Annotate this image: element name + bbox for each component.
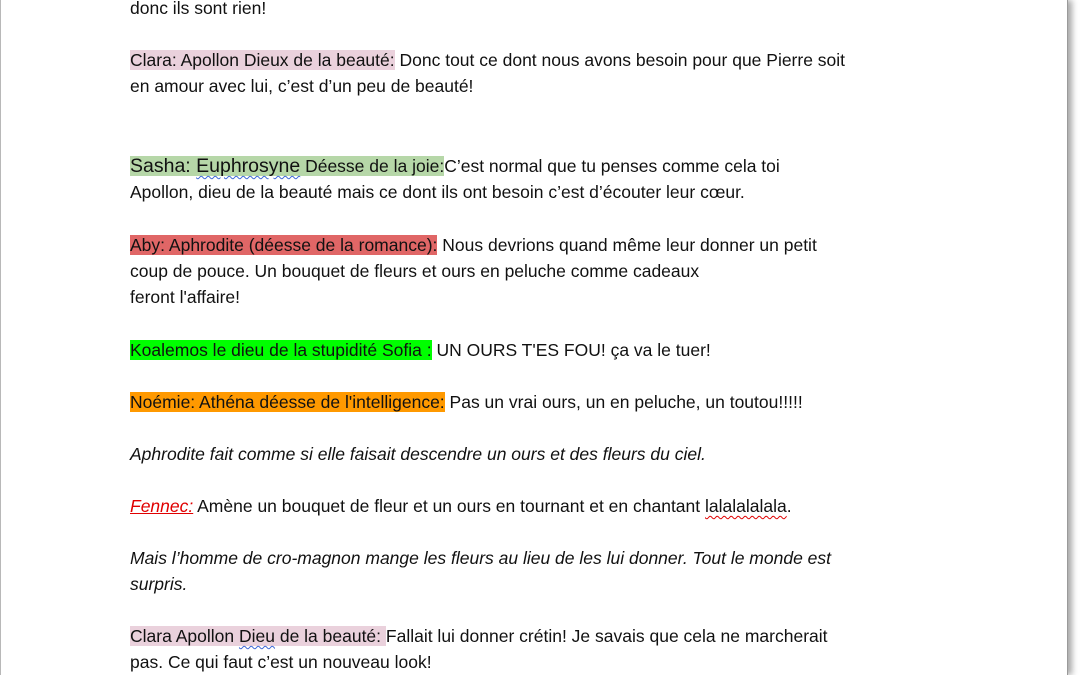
dialogue-text: coup de pouce. Un bouquet de fleurs et ours en peluche comme cadeaux [130, 261, 700, 281]
paragraph-sofia [130, 337, 950, 363]
paragraph-clara-2 [130, 623, 950, 675]
speaker-sasha: Sasha: Euphrosyne Déesse de la joie: [130, 155, 445, 177]
stage-direction-1 [130, 441, 950, 467]
spell-flag: Dieu [238, 626, 275, 646]
paragraph-fennec: Fennec: Amène un bouquet de fleur et un ours en tournant et en chantant lalalalalala. [130, 496, 792, 516]
speaker-clara: Clara: Apollon Dieux de la beauté: [130, 50, 395, 70]
stage-direction-text: surpris. [130, 574, 188, 594]
spell-flag: lalalalalala [705, 496, 787, 516]
dialogue-text: Nous devrions quand même leur donner un petit [437, 235, 817, 255]
dialogue-text: en amour avec lui, c’est d’un peu de beauté! [130, 76, 474, 96]
dialogue-text: Fallait lui donner crétin! Je savais que cela ne marcherait [385, 626, 828, 646]
dialogue-text: feront l'affaire! [130, 287, 241, 307]
stage-direction-text: Aphrodite fait comme si elle faisait descendre un ours et des fleurs du ciel. [130, 444, 706, 464]
stage-direction-2 [130, 545, 950, 597]
stage-direction-text: Mais l’homme de cro-magnon mange les fleurs au lieu de les lui donner. Tout le monde est [130, 548, 832, 568]
paragraph-clara-1 [130, 47, 950, 99]
speaker-aby: Aby: Aphrodite (déesse de la romance): [130, 235, 438, 255]
paragraph-0 [130, 0, 950, 21]
speaker-clara: Clara Apollon Dieu de la beauté: [130, 626, 386, 646]
dialogue-text: UN OURS T'ES FOU! ça va le tuer! [431, 340, 711, 360]
dialogue-text: Amène un bouquet de fleur et un ours en tournant et en chantant [193, 496, 705, 516]
paragraph-noemie [130, 389, 950, 415]
dialogue-text: pas. Ce qui faut c’est un nouveau look! [130, 652, 432, 672]
dialogue-text: Pas un vrai ours, un en peluche, un toutou!!!!! [444, 392, 803, 412]
dialogue-text: C’est normal que tu penses comme cela toi [444, 156, 780, 176]
speaker-fennec: Fennec: [130, 496, 194, 516]
spell-flag: Euphrosyne [196, 155, 301, 177]
paragraph-aby [130, 232, 950, 310]
dialogue-text: Donc tout ce dont nous avons besoin pour que Pierre soit [394, 50, 846, 70]
speaker-noemie: Noémie: Athéna déesse de l'intelligence: [130, 392, 445, 412]
speaker-sofia: Koalemos le dieu de la stupidité Sofia : [130, 340, 432, 360]
dialogue-text: Apollon, dieu de la beauté mais ce dont ils ont besoin c’est d’écouter leur cœur. [130, 182, 745, 202]
paragraph-sasha [130, 153, 950, 205]
text-line: donc ils sont rien! [130, 0, 267, 18]
